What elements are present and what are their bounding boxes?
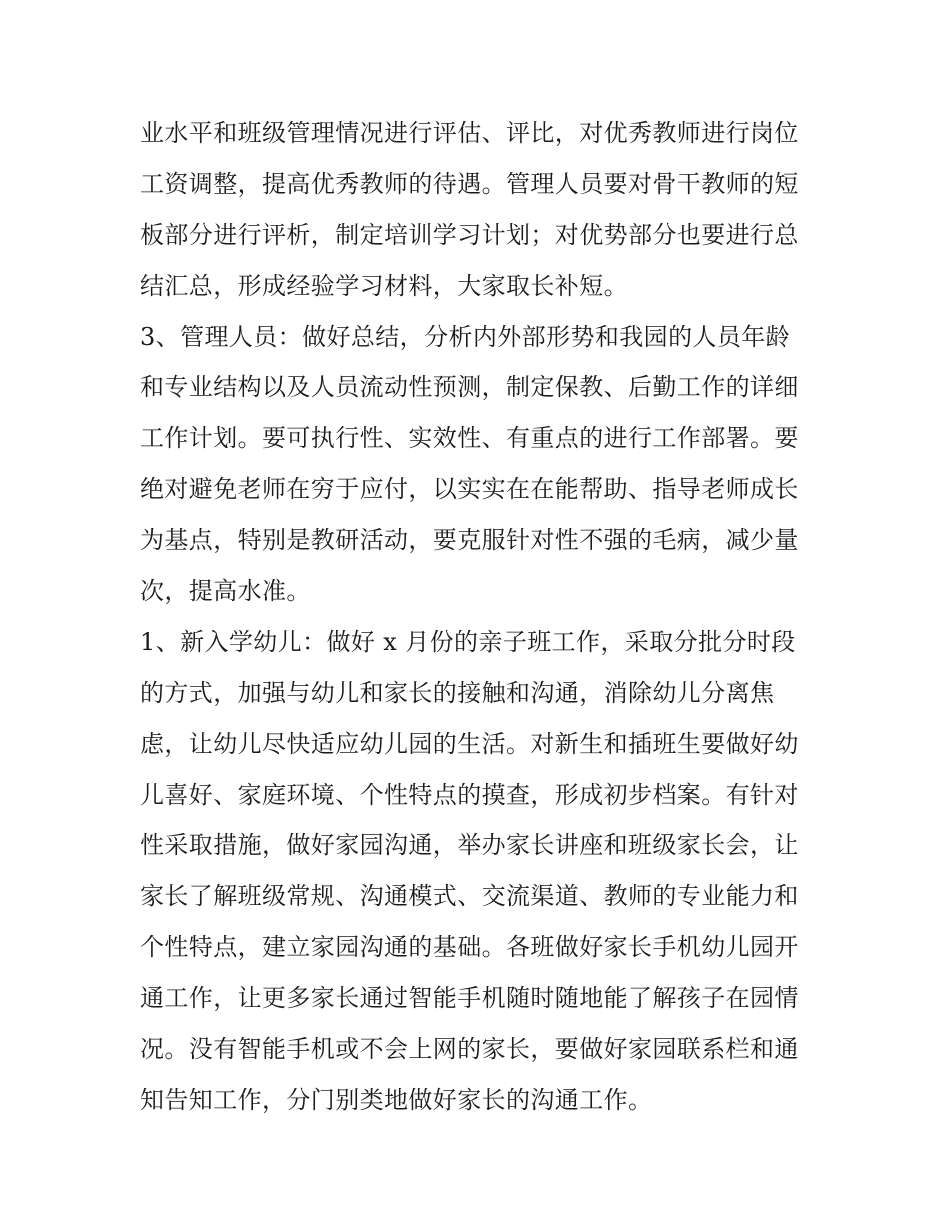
text-line: 通工作，让更多家长通过智能手机随时随地能了解孩子在园情 [140, 984, 799, 1013]
text-line: 工资调整，提高优秀教师的待遇。管理人员要对骨干教师的短 [140, 169, 799, 198]
text-line: 绝对避免老师在穷于应付，以实实在在能帮助、指导老师成长 [140, 475, 799, 504]
body-text [140, 111, 820, 1129]
text-line: 个性特点，建立家园沟通的基础。各班做好家长手机幼儿园开 [140, 933, 799, 962]
text-line: 况。没有智能手机或不会上网的家长，要做好家园联系栏和通 [140, 1035, 799, 1064]
text-line: 为基点，特别是教研活动，要克服针对性不强的毛病，减少量 [140, 526, 799, 555]
text-line: 家长了解班级常规、沟通模式、交流渠道、教师的专业能力和 [140, 882, 799, 911]
text-line: 虑，让幼儿尽快适应幼儿园的生活。对新生和插班生要做好幼 [140, 729, 799, 758]
text-line: 知告知工作，分门别类地做好家长的沟通工作。 [140, 1085, 653, 1114]
text-line: 1、新入学幼儿：做好 x 月份的亲子班工作，采取分批分时段 [140, 627, 796, 656]
text-line: 的方式，加强与幼儿和家长的接触和沟通，消除幼儿分离焦 [140, 678, 775, 707]
text-line: 结汇总，形成经验学习材料，大家取长补短。 [140, 271, 628, 300]
text-line: 次，提高水准。 [140, 577, 311, 606]
text-line: 性采取措施，做好家园沟通，举办家长讲座和班级家长会，让 [140, 831, 799, 860]
text-line: 工作计划。要可执行性、实效性、有重点的进行工作部署。要 [140, 424, 799, 453]
text-line: 3、管理人员：做好总结，分析内外部形势和我园的人员年龄 [140, 322, 791, 351]
text-line: 儿喜好、家庭环境、个性特点的摸查，形成初步档案。有针对 [140, 780, 799, 809]
text-line: 业水平和班级管理情况进行评估、评比，对优秀教师进行岗位 [140, 119, 799, 147]
text-line: 和专业结构以及人员流动性预测，制定保教、后勤工作的详细 [140, 373, 799, 402]
text-line: 板部分进行评析，制定培训学习计划；对优势部分也要进行总 [140, 220, 799, 249]
